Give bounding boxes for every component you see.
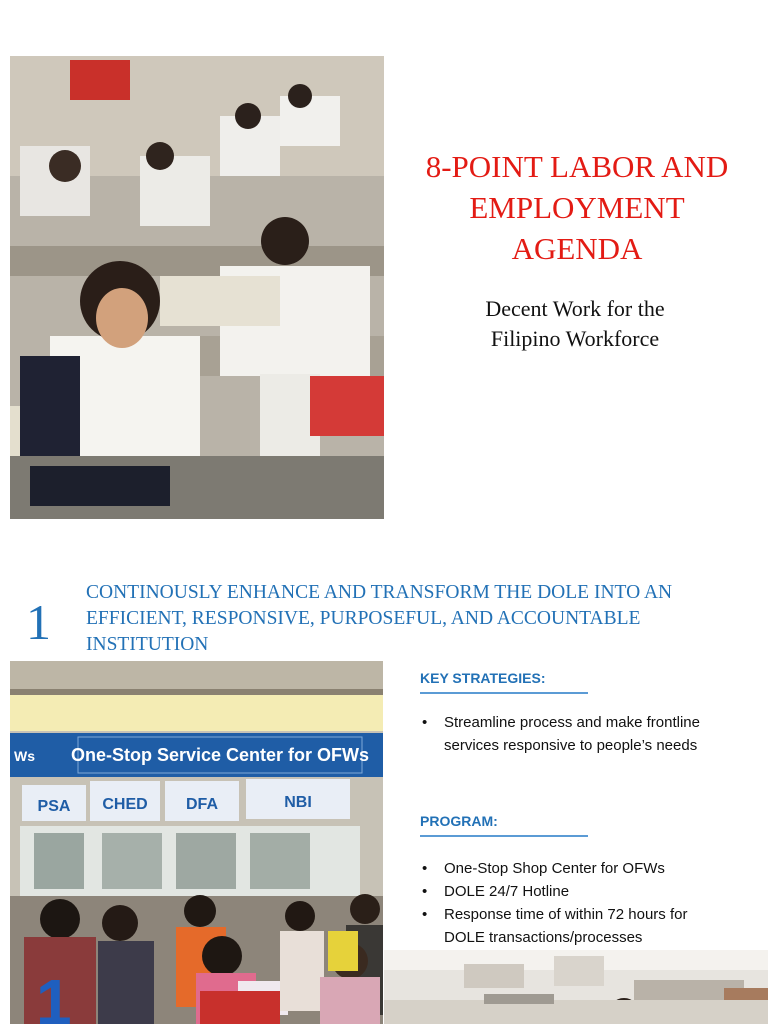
point-number: 1	[26, 594, 51, 650]
banner-side-text: Ws	[14, 748, 35, 764]
garment-factory-photo	[10, 56, 384, 519]
point-heading	[86, 580, 766, 658]
list-item: • Streamline process and make frontline services responsive to people’s needs	[420, 711, 720, 757]
call-center-photo	[384, 950, 768, 1024]
agenda-title	[392, 146, 762, 269]
subtitle-line: Filipino Workforce	[490, 326, 660, 351]
program-label: PROGRAM:	[420, 813, 498, 829]
counter-label: CHED	[102, 796, 148, 813]
list-item: • DOLE 24/7 Hotline	[420, 880, 720, 903]
title-line: 8-POINT LABOR AND	[425, 149, 729, 184]
program-rule	[420, 835, 588, 837]
one-stop-center-photo	[10, 661, 383, 1024]
program-list	[420, 857, 720, 949]
title-line: AGENDA	[511, 231, 643, 266]
key-strategies-rule	[420, 692, 588, 694]
heading-line: CONTINOUSLY ENHANCE AND TRANSFORM THE DOLE INTO AN	[86, 582, 673, 603]
list-item: • Response time of within 72 hours for DOLE transactions/processes	[420, 903, 720, 949]
counter-label: PSA	[37, 798, 71, 815]
corner-number: 1	[36, 966, 72, 1024]
slide-2	[0, 570, 768, 1024]
subtitle-line: Decent Work for the	[485, 296, 665, 321]
key-strategies-list	[420, 711, 720, 757]
list-item: • One-Stop Shop Center for OFWs	[420, 857, 720, 880]
counter-label: NBI	[284, 794, 312, 811]
counter-label: DFA	[186, 796, 218, 813]
title-line: EMPLOYMENT	[469, 190, 685, 225]
agenda-subtitle	[400, 294, 750, 354]
banner-text: One-Stop Service Center for OFWs	[70, 745, 370, 765]
key-strategies-label: KEY STRATEGIES:	[420, 670, 546, 686]
heading-line: INSTITUTION	[86, 634, 209, 655]
heading-line: EFFICIENT, RESPONSIVE, PURPOSEFUL, AND ACCOUNTABLE	[86, 608, 641, 629]
